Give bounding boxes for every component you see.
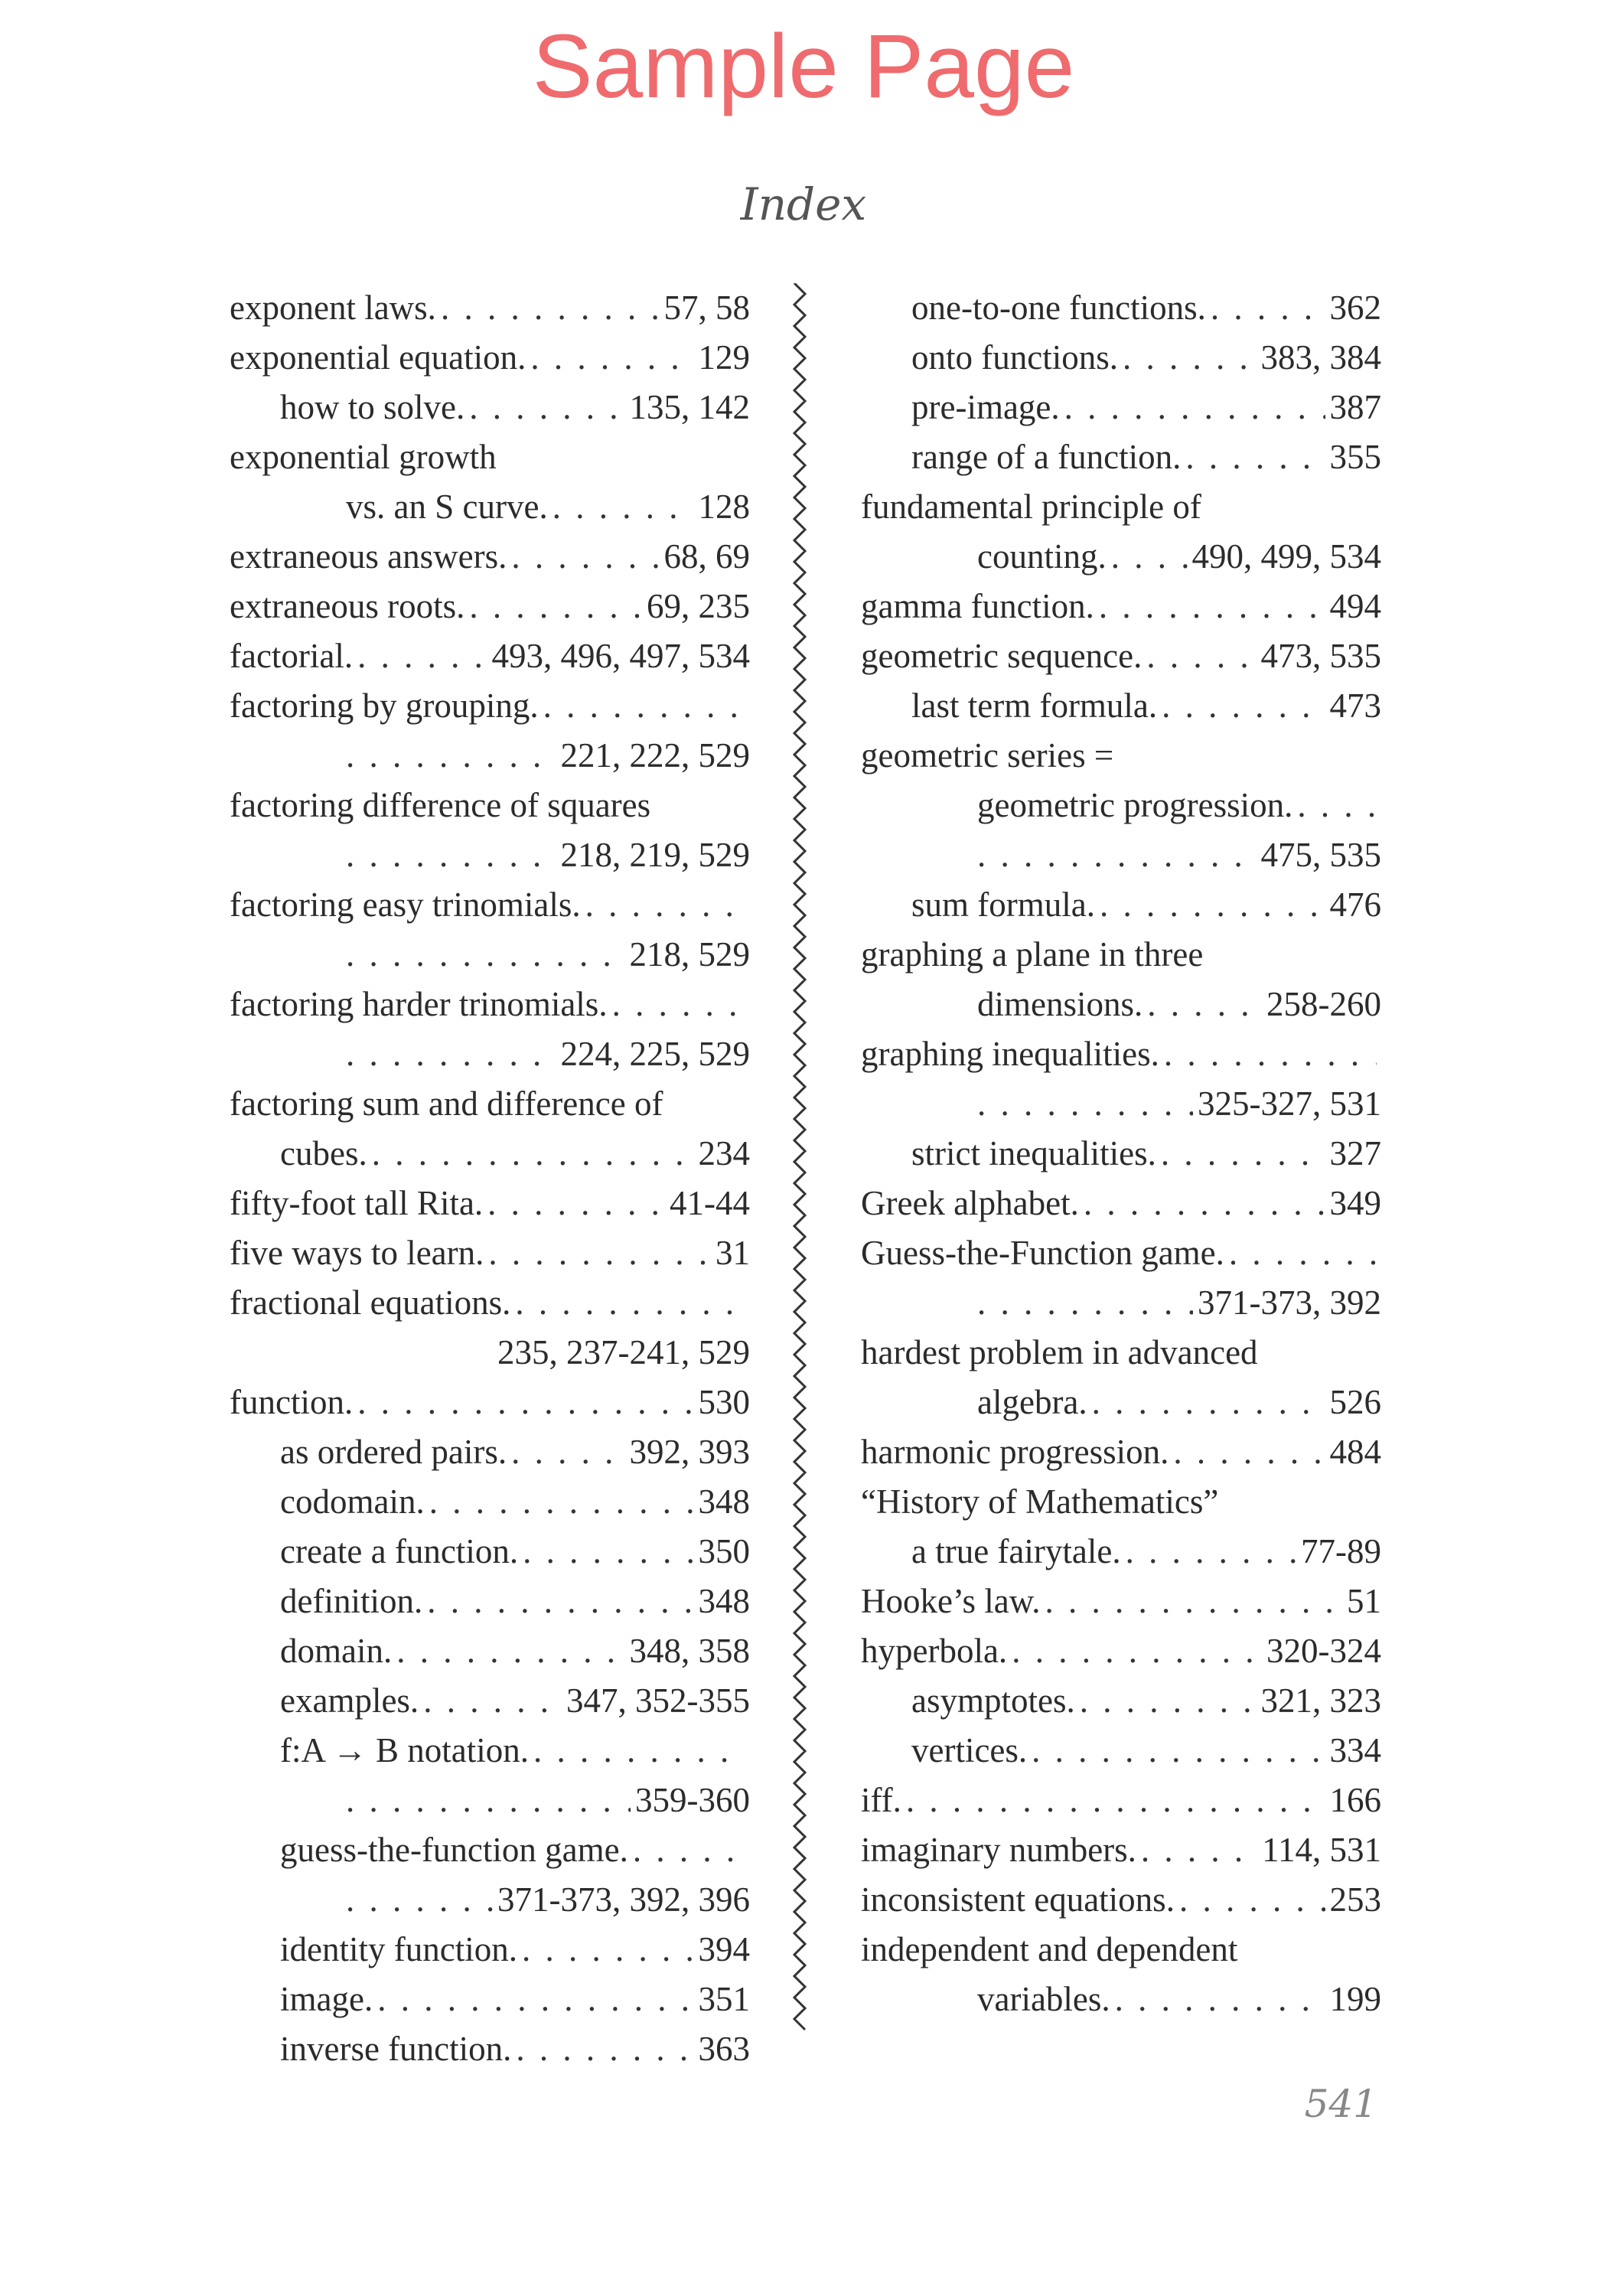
index-entry bbox=[861, 1328, 1381, 1378]
index-entry bbox=[230, 631, 750, 681]
index-entry-text: variables. bbox=[977, 1980, 1110, 2018]
index-page-numbers: 484 bbox=[1329, 1433, 1381, 1471]
dot-leader bbox=[1126, 1527, 1296, 1577]
index-entry bbox=[230, 582, 750, 631]
index-entry-text: Hooke’s law. bbox=[861, 1582, 1041, 1620]
index-entry-text: sum formula. bbox=[911, 885, 1095, 924]
index-entry bbox=[230, 2024, 750, 2074]
index-page-numbers: 166 bbox=[1329, 1781, 1381, 1819]
index-entry-text: f:A → B notation. bbox=[280, 1731, 529, 1769]
index-entry bbox=[230, 1378, 750, 1427]
index-entry-text: factoring sum and difference of bbox=[230, 1084, 663, 1123]
index-entry bbox=[861, 1179, 1381, 1228]
index-entry-text: independent and dependent bbox=[861, 1930, 1238, 1968]
index-entry bbox=[230, 1726, 750, 1776]
index-entry bbox=[230, 1029, 750, 1079]
index-entry-text: factorial. bbox=[230, 637, 354, 675]
index-page-numbers: 476 bbox=[1329, 885, 1381, 924]
index-entry bbox=[861, 631, 1381, 681]
index-page-numbers: 258-260 bbox=[1266, 985, 1381, 1023]
index-entry bbox=[861, 880, 1381, 930]
index-entry-text: fundamental principle of bbox=[861, 488, 1201, 526]
index-entry-text: function. bbox=[230, 1383, 354, 1421]
index-page-numbers: 334 bbox=[1329, 1731, 1381, 1769]
index-page-numbers: 114, 531 bbox=[1262, 1831, 1381, 1869]
index-entry bbox=[230, 1129, 750, 1179]
dot-leader bbox=[1164, 1029, 1377, 1079]
dot-leader bbox=[530, 333, 693, 383]
dot-leader bbox=[487, 1179, 665, 1228]
index-page-numbers: 349 bbox=[1329, 1184, 1381, 1222]
index-page-numbers: 530 bbox=[698, 1383, 750, 1421]
index-entry-text: geometric series = bbox=[861, 736, 1114, 775]
index-page-numbers: 371-373, 392 bbox=[1198, 1283, 1381, 1322]
dot-leader bbox=[1111, 532, 1188, 582]
index-page-numbers: 347, 352-355 bbox=[566, 1681, 750, 1720]
dot-leader bbox=[553, 482, 694, 532]
dot-leader bbox=[423, 1676, 562, 1726]
index-entry bbox=[861, 1228, 1381, 1278]
index-entry-text: exponential equation. bbox=[230, 338, 526, 377]
index-entry-text: extraneous answers. bbox=[230, 537, 507, 576]
index-page-numbers: 526 bbox=[1329, 1383, 1381, 1421]
index-entry-text: asymptotes. bbox=[911, 1681, 1075, 1720]
index-entry bbox=[230, 1975, 750, 2024]
index-entry-text: exponent laws. bbox=[230, 289, 436, 327]
index-entry bbox=[230, 980, 750, 1029]
index-page-numbers: 77-89 bbox=[1301, 1532, 1381, 1570]
index-page-numbers: 218, 219, 529 bbox=[560, 836, 750, 874]
index-entry-text: iff. bbox=[861, 1781, 901, 1819]
index-page-numbers: 383, 384 bbox=[1260, 338, 1381, 377]
index-entry-text: how to solve. bbox=[280, 388, 465, 426]
index-entry-text: gamma function. bbox=[861, 587, 1094, 625]
index-entry bbox=[861, 1726, 1381, 1776]
index-entry bbox=[230, 1328, 750, 1378]
index-page-numbers: 218, 529 bbox=[629, 935, 750, 974]
index-page-numbers: 321, 323 bbox=[1260, 1681, 1381, 1720]
index-entry-text: algebra. bbox=[977, 1383, 1087, 1421]
index-entry-text: vertices. bbox=[911, 1731, 1028, 1769]
index-entry bbox=[861, 980, 1381, 1029]
index-entry-text: fifty-foot tall Rita. bbox=[230, 1184, 484, 1222]
dot-leader bbox=[1173, 1427, 1325, 1477]
dot-leader bbox=[372, 1129, 694, 1179]
index-entry-text: “History of Mathematics” bbox=[861, 1482, 1219, 1521]
dot-leader bbox=[906, 1776, 1325, 1825]
zigzag-divider bbox=[788, 283, 811, 2036]
index-entry bbox=[861, 1676, 1381, 1726]
index-entry bbox=[230, 1278, 750, 1328]
index-page-numbers: 490, 499, 534 bbox=[1191, 537, 1381, 576]
dot-leader bbox=[427, 1577, 693, 1626]
index-entry bbox=[230, 1825, 750, 1875]
dot-leader bbox=[488, 1228, 711, 1278]
index-entry-text: factoring difference of squares bbox=[230, 786, 651, 824]
dot-leader bbox=[346, 1776, 631, 1825]
index-entry bbox=[230, 1776, 750, 1825]
index-page-numbers: 128 bbox=[698, 488, 750, 526]
index-entry-text: hyperbola. bbox=[861, 1632, 1008, 1670]
index-entry-text: factoring by grouping. bbox=[230, 687, 539, 725]
index-entry bbox=[861, 1378, 1381, 1427]
dot-leader bbox=[533, 1726, 745, 1776]
index-entry bbox=[861, 1577, 1381, 1626]
dot-leader bbox=[357, 631, 487, 681]
dot-leader bbox=[1032, 1726, 1325, 1776]
index-entry bbox=[861, 1477, 1381, 1527]
index-page-numbers: 350 bbox=[698, 1532, 750, 1570]
index-page-numbers: 129 bbox=[698, 338, 750, 377]
index-page-numbers: 359-360 bbox=[635, 1781, 750, 1819]
index-entry bbox=[230, 681, 750, 731]
index-entry bbox=[230, 731, 750, 781]
dot-leader bbox=[977, 830, 1257, 880]
dot-leader bbox=[1229, 1228, 1377, 1278]
index-entry bbox=[861, 582, 1381, 631]
index-entry bbox=[861, 731, 1381, 781]
index-entry bbox=[230, 283, 750, 333]
dot-leader bbox=[612, 980, 745, 1029]
index-page-numbers: 224, 225, 529 bbox=[560, 1035, 750, 1073]
index-entry bbox=[861, 1029, 1381, 1079]
index-entry bbox=[861, 1079, 1381, 1129]
index-entry bbox=[861, 1975, 1381, 2024]
index-page-numbers: 199 bbox=[1329, 1980, 1381, 2018]
index-entry bbox=[861, 333, 1381, 383]
index-page-numbers: 325-327, 531 bbox=[1198, 1084, 1381, 1123]
dot-leader bbox=[543, 681, 745, 731]
index-entry-text: cubes. bbox=[280, 1134, 367, 1172]
index-entry bbox=[861, 1825, 1381, 1875]
index-entry-text: exponential growth bbox=[230, 438, 497, 476]
dot-leader bbox=[1064, 383, 1325, 432]
index-page-numbers: 31 bbox=[715, 1234, 750, 1272]
index-entry-text: examples. bbox=[280, 1681, 419, 1720]
dot-leader bbox=[1147, 980, 1262, 1029]
index-entry bbox=[861, 830, 1381, 880]
index-entry bbox=[861, 930, 1381, 980]
index-page-numbers: 351 bbox=[698, 1980, 750, 2018]
index-entry-text: extraneous roots. bbox=[230, 587, 465, 625]
dot-leader bbox=[346, 1875, 493, 1925]
index-page-numbers: 253 bbox=[1329, 1880, 1381, 1919]
dot-leader bbox=[396, 1626, 624, 1676]
dot-leader bbox=[633, 1825, 745, 1875]
index-entry-text: counting. bbox=[977, 537, 1107, 576]
dot-leader bbox=[346, 1029, 556, 1079]
dot-leader bbox=[1297, 781, 1377, 830]
dot-leader bbox=[511, 532, 659, 582]
dot-leader bbox=[515, 1278, 745, 1328]
index-page-numbers: 235, 237-241, 529 bbox=[497, 1333, 750, 1371]
index-entry-text: last term formula. bbox=[911, 687, 1158, 725]
index-page-numbers: 473, 535 bbox=[1260, 637, 1381, 675]
index-entry bbox=[230, 830, 750, 880]
dot-leader bbox=[1161, 1129, 1325, 1179]
index-entry bbox=[230, 432, 750, 482]
index-page-numbers: 348, 358 bbox=[629, 1632, 750, 1670]
index-page-numbers: 475, 535 bbox=[1260, 836, 1381, 874]
index-entry-text: factoring harder trinomials. bbox=[230, 985, 608, 1023]
index-entry bbox=[861, 283, 1381, 333]
dot-leader bbox=[469, 582, 642, 631]
index-entry bbox=[861, 532, 1381, 582]
index-entry-text: onto functions. bbox=[911, 338, 1118, 377]
index-entry bbox=[230, 930, 750, 980]
index-page-numbers: 41-44 bbox=[670, 1184, 750, 1222]
dot-leader bbox=[1179, 1875, 1325, 1925]
index-entry bbox=[861, 1278, 1381, 1328]
dot-leader bbox=[429, 1477, 694, 1527]
dot-leader bbox=[1080, 1676, 1257, 1726]
index-page-numbers: 493, 496, 497, 534 bbox=[491, 637, 750, 675]
index-entry-text: domain. bbox=[280, 1632, 393, 1670]
index-entry-text: inconsistent equations. bbox=[861, 1880, 1175, 1919]
index-entry bbox=[861, 383, 1381, 432]
dot-leader bbox=[516, 2024, 693, 2074]
index-page-numbers: 348 bbox=[698, 1482, 750, 1521]
index-page-numbers: 69, 235 bbox=[647, 587, 750, 625]
index-page-numbers: 394 bbox=[698, 1930, 750, 1968]
index-entry bbox=[861, 1925, 1381, 1975]
index-entry bbox=[230, 482, 750, 532]
index-entry-text: harmonic progression. bbox=[861, 1433, 1169, 1471]
index-entry-text: one-to-one functions. bbox=[911, 289, 1206, 327]
index-entry bbox=[861, 1875, 1381, 1925]
dot-leader bbox=[346, 830, 556, 880]
index-entry-text: hardest problem in advanced bbox=[861, 1333, 1258, 1371]
index-page-numbers: 362 bbox=[1329, 289, 1381, 327]
index-column-right bbox=[861, 283, 1381, 2024]
sample-page-watermark: Sample Page bbox=[532, 16, 1075, 117]
index-entry bbox=[230, 781, 750, 830]
index-entry-text: factoring easy trinomials. bbox=[230, 885, 581, 924]
index-entry bbox=[230, 1925, 750, 1975]
index-entry-text: vs. an S curve. bbox=[346, 488, 548, 526]
index-entry-text: create a function. bbox=[280, 1532, 519, 1570]
dot-leader bbox=[377, 1975, 693, 2024]
index-entry-text: strict inequalities. bbox=[911, 1134, 1156, 1172]
dot-leader bbox=[1146, 631, 1256, 681]
index-entry-text: dimensions. bbox=[977, 985, 1143, 1023]
dot-leader bbox=[1123, 333, 1257, 383]
index-page-numbers: 473 bbox=[1329, 687, 1381, 725]
index-page-numbers: 320-324 bbox=[1266, 1632, 1381, 1670]
dot-leader bbox=[585, 880, 745, 930]
index-entry-text: imaginary numbers. bbox=[861, 1831, 1136, 1869]
index-entry-text: graphing inequalities. bbox=[861, 1035, 1159, 1073]
dot-leader bbox=[977, 1079, 1193, 1129]
index-entry bbox=[861, 1427, 1381, 1477]
index-entry bbox=[861, 1626, 1381, 1676]
index-page-numbers: 371-373, 392, 396 bbox=[497, 1880, 750, 1919]
index-entry-text: graphing a plane in three bbox=[861, 935, 1204, 974]
index-entry-text: guess-the-function game. bbox=[280, 1831, 628, 1869]
index-page-numbers: 327 bbox=[1329, 1134, 1381, 1172]
index-entry bbox=[861, 482, 1381, 532]
index-entry bbox=[230, 1477, 750, 1527]
dot-leader bbox=[977, 1278, 1193, 1328]
index-entry bbox=[861, 781, 1381, 830]
index-entry-text: identity function. bbox=[280, 1930, 517, 1968]
index-entry-text: inverse function. bbox=[280, 2030, 512, 2068]
index-entry-text: five ways to learn. bbox=[230, 1234, 484, 1272]
dot-leader bbox=[1092, 1378, 1325, 1427]
index-entry bbox=[230, 1527, 750, 1577]
index-page-numbers: 348 bbox=[698, 1582, 750, 1620]
index-entry bbox=[861, 681, 1381, 731]
index-entry-text: Guess-the-Function game. bbox=[861, 1234, 1224, 1272]
index-entry bbox=[861, 1129, 1381, 1179]
index-entry-text: image. bbox=[280, 1980, 373, 2018]
index-page-numbers: 51 bbox=[1347, 1582, 1381, 1620]
index-entry-text: Greek alphabet. bbox=[861, 1184, 1079, 1222]
dot-leader bbox=[511, 1427, 624, 1477]
dot-leader bbox=[346, 930, 625, 980]
index-page-numbers: 57, 58 bbox=[663, 289, 750, 327]
page-number: 541 bbox=[1304, 2082, 1377, 2126]
dot-leader bbox=[357, 1378, 693, 1427]
dot-leader bbox=[1115, 1975, 1325, 2024]
dot-leader bbox=[1012, 1626, 1262, 1676]
index-entry-text: geometric sequence. bbox=[861, 637, 1143, 675]
dot-leader bbox=[469, 383, 624, 432]
index-entry bbox=[230, 1427, 750, 1477]
dot-leader bbox=[1185, 432, 1325, 482]
index-entry bbox=[230, 1626, 750, 1676]
index-entry-text: geometric progression. bbox=[977, 786, 1293, 824]
index-page-numbers: 68, 69 bbox=[663, 537, 750, 576]
index-entry bbox=[230, 1079, 750, 1129]
index-page-numbers: 355 bbox=[1329, 438, 1381, 476]
dot-leader bbox=[441, 283, 660, 333]
index-page-numbers: 392, 393 bbox=[629, 1433, 750, 1471]
index-entry-text: pre-image. bbox=[911, 388, 1060, 426]
index-entry bbox=[230, 333, 750, 383]
index-entry-text: as ordered pairs. bbox=[280, 1433, 507, 1471]
index-page-numbers: 234 bbox=[698, 1134, 750, 1172]
index-entry bbox=[230, 880, 750, 930]
dot-leader bbox=[1162, 681, 1325, 731]
index-entry bbox=[230, 1875, 750, 1925]
index-page-numbers: 363 bbox=[698, 2030, 750, 2068]
index-column-left bbox=[230, 283, 750, 2074]
dot-leader bbox=[1045, 1577, 1342, 1626]
index-entry bbox=[230, 1228, 750, 1278]
dot-leader bbox=[523, 1527, 693, 1577]
index-entry bbox=[861, 1527, 1381, 1577]
index-entry bbox=[230, 383, 750, 432]
dot-leader bbox=[1100, 880, 1325, 930]
index-entry-text: codomain. bbox=[280, 1482, 425, 1521]
index-page-numbers: 135, 142 bbox=[629, 388, 750, 426]
index-entry bbox=[861, 432, 1381, 482]
dot-leader bbox=[1084, 1179, 1325, 1228]
index-entry bbox=[230, 1179, 750, 1228]
dot-leader bbox=[522, 1925, 694, 1975]
index-entry bbox=[861, 1776, 1381, 1825]
index-page-numbers: 494 bbox=[1329, 587, 1381, 625]
dot-leader bbox=[1211, 283, 1325, 333]
dot-leader bbox=[1141, 1825, 1257, 1875]
dot-leader bbox=[346, 731, 556, 781]
index-entry-text: range of a function. bbox=[911, 438, 1182, 476]
index-page-numbers: 387 bbox=[1329, 388, 1381, 426]
index-entry-text: a true fairytale. bbox=[911, 1532, 1121, 1570]
dot-leader bbox=[1099, 582, 1325, 631]
index-entry bbox=[230, 1577, 750, 1626]
index-page-numbers: 221, 222, 529 bbox=[560, 736, 750, 775]
index-entry-text: definition. bbox=[280, 1582, 423, 1620]
index-entry bbox=[230, 532, 750, 582]
index-entry bbox=[230, 1676, 750, 1726]
page-title: Index bbox=[740, 178, 867, 230]
index-entry-text: fractional equations. bbox=[230, 1283, 511, 1322]
